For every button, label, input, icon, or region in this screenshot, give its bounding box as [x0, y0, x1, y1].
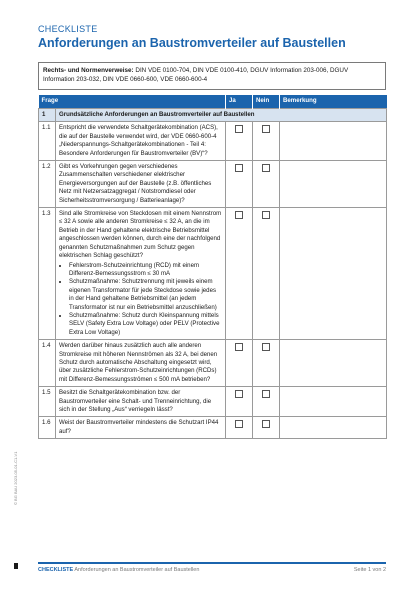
ja-checkbox[interactable]	[235, 420, 243, 428]
checklist-table	[38, 95, 387, 439]
question-text: Sind alle Stromkreise von Steckdosen mit einem Nennstrom ≤ 32 A sowie alle anderen Stromkreise ≤ 32 A, an die im Betrieb in der Hand gehaltene elektrische Betriebsmittel angeschlossen werden können, durch eine der nachfolgend genannten Schutzmaßnahmen zum Schutz gegen elektrischen Schlag geschützt?	[59, 210, 222, 260]
question-text: Besitzt die Schaltgerätekombination bzw. der Baustromverteiler eine Schalt- und Trenneinrichtung, die sich in der Stellung „Aus“ verriegeln lässt?	[56, 387, 226, 417]
nein-checkbox[interactable]	[262, 390, 270, 398]
footer-title: Anforderungen an Baustromverteiler auf Baustellen	[73, 567, 200, 573]
question-text: Weist der Baustromverteiler mindestens die Schutzart IP44 auf?	[56, 417, 226, 439]
nein-cell	[253, 417, 280, 439]
bemerkung-field[interactable]	[280, 387, 387, 417]
ja-checkbox[interactable]	[235, 125, 243, 133]
side-mark	[14, 563, 18, 569]
ja-checkbox[interactable]	[235, 164, 243, 172]
header-ja: Ja	[226, 95, 253, 109]
table-row	[39, 417, 387, 439]
nein-checkbox[interactable]	[262, 211, 270, 219]
ja-cell	[226, 417, 253, 439]
measure-list	[59, 262, 222, 338]
list-item: • Fehlerstrom-Schutzeinrichtung (RCD) mit einem Differenz-Bemessungsstrom ≤ 30 mA	[69, 262, 222, 279]
nein-cell	[253, 122, 280, 161]
nein-cell	[253, 340, 280, 387]
section-number: 1	[39, 109, 56, 122]
ja-cell	[226, 161, 253, 208]
table-row	[39, 340, 387, 387]
question-cell	[56, 208, 226, 340]
references-box	[38, 62, 386, 90]
ja-cell	[226, 122, 253, 161]
header-nein: Nein	[253, 95, 280, 109]
footer-page-number: Seite 1 von 2	[353, 567, 386, 573]
question-number: 1.6	[39, 417, 56, 439]
side-document-code: © BG BAU 2023-05-01-C1-V1	[13, 451, 18, 505]
section-label: Grundsätzliche Anforderungen an Baustromverteiler auf Baustellen	[56, 109, 387, 122]
footer-rule	[38, 562, 386, 564]
nein-checkbox[interactable]	[262, 164, 270, 172]
table-row	[39, 387, 387, 417]
document-kicker: CHECKLISTE	[38, 24, 98, 34]
question-number: 1.4	[39, 340, 56, 387]
question-text: Gibt es Vorkehrungen gegen verschiedenes Zusammenschalten verschiedener elektrischer Energieversorgungen auf der Baustelle (z.B. öffentliches Netz mit Netzersatzaggregat / Notstromdiesel oder Sicherheitsstromversorgung / Batterieanlage)?	[56, 161, 226, 208]
bemerkung-field[interactable]	[280, 340, 387, 387]
references-label: Rechts- und Normenverweise:	[43, 67, 134, 74]
list-item: • Schutzmaßnahme: Schutz durch Kleinspannung mittels SELV (Safety Extra Low Voltage) oder PELV (Protective Extra Low Voltage)	[69, 312, 222, 337]
question-number: 1.5	[39, 387, 56, 417]
table-header-row	[39, 95, 387, 109]
ja-cell	[226, 387, 253, 417]
bemerkung-field[interactable]	[280, 161, 387, 208]
nein-checkbox[interactable]	[262, 343, 270, 351]
question-text: Werden darüber hinaus zusätzlich auch alle anderen Stromkreise mit höheren Nennströmen als 32 A, bei denen Schutz durch automatische Abschaltung eingesetzt wird, über zusätzliche Fehlerstrom-Schutzeinrichtungen (RCDs) mit Differenz-Bemessungsströmen ≤ 500 mA betrieben?	[56, 340, 226, 387]
nein-cell	[253, 208, 280, 340]
bemerkung-field[interactable]	[280, 122, 387, 161]
table-row	[39, 208, 387, 340]
question-number: 1.2	[39, 161, 56, 208]
nein-cell	[253, 161, 280, 208]
footer-kicker: CHECKLISTE	[38, 567, 74, 573]
header-frage: Frage	[39, 95, 226, 109]
document-title: Anforderungen an Baustromverteiler auf Baustellen	[38, 36, 346, 50]
section-row	[39, 109, 387, 122]
ja-checkbox[interactable]	[235, 390, 243, 398]
nein-checkbox[interactable]	[262, 420, 270, 428]
references-text: DIN VDE 0100-704, DIN VDE 0100-410, DGUV Information 203-006, DGUV Information 203-032, DIN VDE 0660-600, VDE 0660-600-4	[43, 67, 349, 83]
ja-checkbox[interactable]	[235, 211, 243, 219]
nein-checkbox[interactable]	[262, 125, 270, 133]
bemerkung-field[interactable]	[280, 208, 387, 340]
list-item: • Schutzmaßnahme: Schutztrennung mit jeweils einem eigenen Transformator für jede Steckdose sowie jedes in der Hand gehaltene Betriebsmittel (an jedem Transformator ist nur ein Betriebsmittel anzuschließen)	[69, 278, 222, 312]
table-row	[39, 161, 387, 208]
question-number: 1.3	[39, 208, 56, 340]
ja-checkbox[interactable]	[235, 343, 243, 351]
nein-cell	[253, 387, 280, 417]
header-bemerkung: Bemerkung	[280, 95, 387, 109]
ja-cell	[226, 208, 253, 340]
ja-cell	[226, 340, 253, 387]
page-footer	[38, 567, 386, 573]
bemerkung-field[interactable]	[280, 417, 387, 439]
table-row	[39, 122, 387, 161]
question-number: 1.1	[39, 122, 56, 161]
question-text: Entspricht die verwendete Schaltgerätekombination (ACS), die auf der Baustelle verwendet wird, der VDE 0660-600-4 „Niederspannungs-Schaltgerätekombinationen - Teil 4: Besondere Anforderungen für Baustromverteiler (BV)“?	[56, 122, 226, 161]
